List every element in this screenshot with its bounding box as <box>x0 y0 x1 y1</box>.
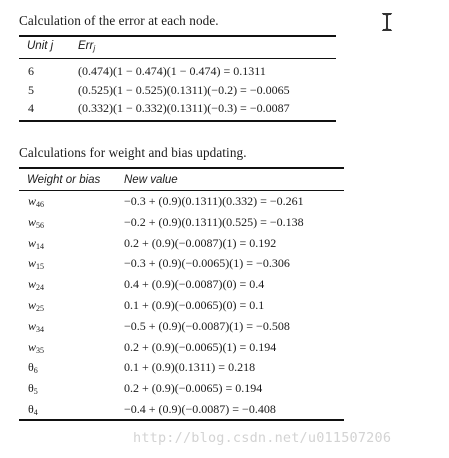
symbol: w <box>28 298 37 312</box>
symbol: w <box>28 235 37 250</box>
weight-or-bias-cell <box>28 236 44 254</box>
unit-cell: 6 <box>28 64 34 78</box>
error-expression-cell: (0.474)(1 − 0.474)(1 − 0.474) = 0.1311 <box>78 64 266 78</box>
table1-top-rule <box>19 35 336 37</box>
symbol-subscript: 4 <box>33 408 38 417</box>
table2-header-rule <box>19 190 344 191</box>
weight-or-bias-cell <box>28 381 38 399</box>
symbol: θ <box>28 402 34 416</box>
symbol: θ <box>28 360 34 375</box>
symbol-subscript: 56 <box>36 220 45 230</box>
symbol-subscript: 24 <box>36 283 45 293</box>
symbol-subscript: 25 <box>36 304 45 313</box>
unit-cell: 4 <box>28 101 34 115</box>
symbol-subscript: 5 <box>33 387 38 397</box>
error-expression-cell: (0.332)(1 − 0.332)(0.1311)(−0.3) = −0.0087 <box>78 101 290 115</box>
weight-or-bias-cell <box>28 319 44 337</box>
table2-caption: Calculations for weight and bias updating. <box>19 145 247 160</box>
table1-header-err: Err$_j$ <box>78 40 96 53</box>
table1-header-rule <box>19 58 336 59</box>
new-value-cell: 0.2 + (0.9)(−0.0065) = 0.194 <box>124 381 263 396</box>
new-value-cell: 0.2 + (0.9)(−0.0087)(1) = 0.192 <box>124 235 277 250</box>
symbol: θ <box>28 381 34 396</box>
symbol-subscript: 6 <box>33 366 38 376</box>
weight-or-bias-cell <box>28 215 44 233</box>
text-cursor-icon <box>380 12 394 32</box>
new-value-cell: 0.1 + (0.9)(−0.0065)(0) = 0.1 <box>124 298 265 312</box>
table1-caption: Calculation of the error at each node. <box>19 13 219 28</box>
watermark-url: http://blog.csdn.net/u011507206 <box>133 430 392 446</box>
error-expression-cell: (0.525)(1 − 0.525)(0.1311)(−0.2) = −0.0065 <box>78 82 290 97</box>
table2-header-weight: Weight or bias <box>27 174 101 186</box>
weight-or-bias-cell <box>28 256 44 274</box>
symbol: w <box>28 277 37 292</box>
symbol-subscript: 46 <box>36 200 45 209</box>
weight-or-bias-cell <box>28 194 44 212</box>
symbol-subscript: 15 <box>36 262 45 272</box>
weight-or-bias-cell <box>28 402 38 420</box>
weight-or-bias-cell <box>28 340 44 358</box>
new-value-cell: −0.2 + (0.9)(0.1311)(0.525) = −0.138 <box>124 214 304 229</box>
symbol-subscript: 14 <box>36 241 45 251</box>
new-value-cell: −0.3 + (0.9)(−0.0065)(1) = −0.306 <box>124 256 290 271</box>
new-value-cell: 0.4 + (0.9)(−0.0087)(0) = 0.4 <box>124 277 265 292</box>
new-value-cell: −0.4 + (0.9)(−0.0087) = −0.408 <box>124 402 276 416</box>
table1-header-unit: Unit j <box>27 40 54 52</box>
symbol-subscript: 35 <box>36 345 45 355</box>
table2-bottom-rule <box>19 419 344 421</box>
unit-cell: 5 <box>28 82 34 97</box>
new-value-cell: 0.2 + (0.9)(−0.0065)(1) = 0.194 <box>124 339 277 354</box>
weight-or-bias-cell <box>28 298 44 316</box>
new-value-cell: −0.5 + (0.9)(−0.0087)(1) = −0.508 <box>124 318 290 333</box>
table2-header-newvalue: New value <box>124 174 178 186</box>
symbol: w <box>28 214 37 229</box>
table2-top-rule <box>19 167 344 169</box>
weight-or-bias-cell <box>28 277 44 295</box>
new-value-cell: −0.3 + (0.9)(0.1311)(0.332) = −0.261 <box>124 194 304 208</box>
new-value-cell: 0.1 + (0.9)(0.1311) = 0.218 <box>124 360 256 375</box>
symbol: w <box>28 194 37 208</box>
symbol: w <box>28 256 37 271</box>
symbol: w <box>28 339 37 354</box>
symbol: w <box>28 318 37 333</box>
weight-or-bias-cell <box>28 360 38 378</box>
symbol-subscript: 34 <box>36 324 45 334</box>
table1-bottom-rule <box>19 120 336 122</box>
